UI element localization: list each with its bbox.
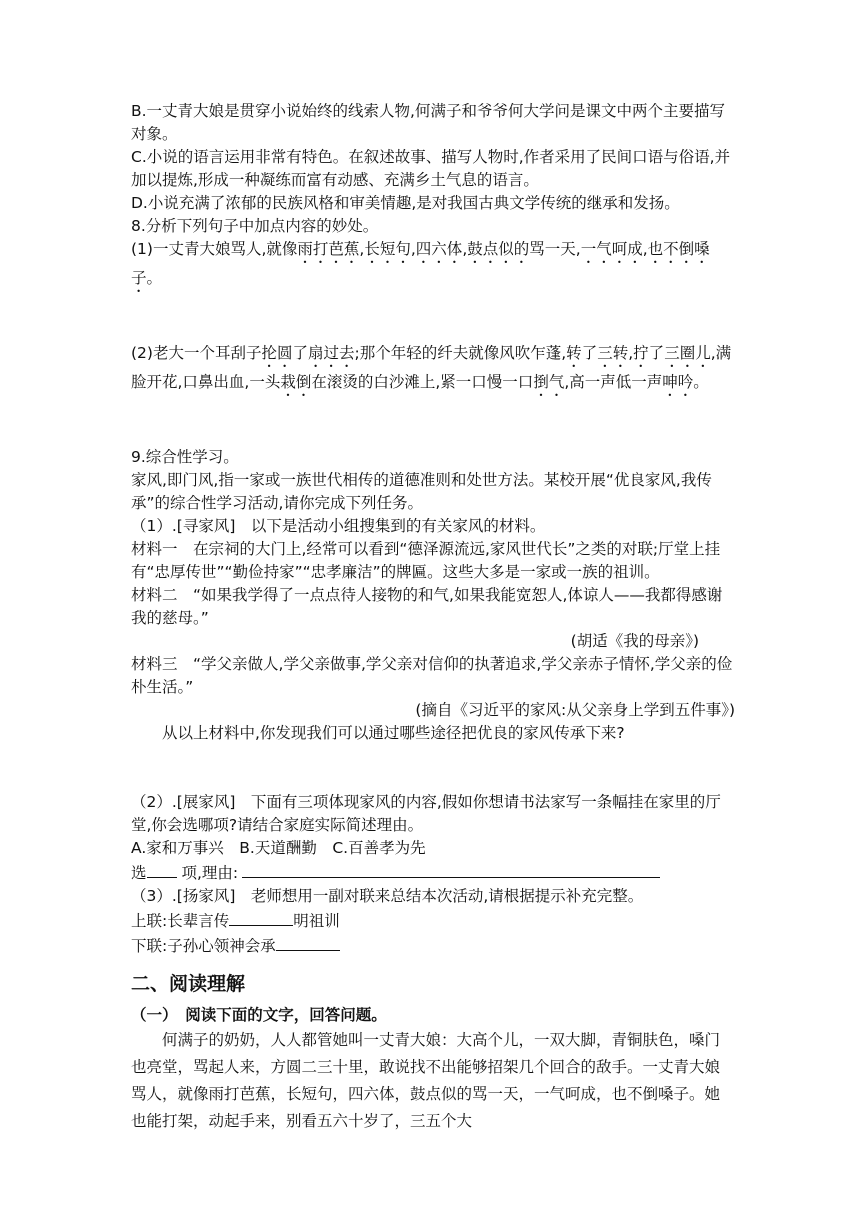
text-run: 选	[131, 864, 147, 882]
dotted-text: 呻吟	[662, 373, 694, 391]
q9-task-2-options: A.家和万事兴 B.天道酬勤 C.百善孝为先	[131, 839, 426, 857]
dotted-text: 雨打芭蕉	[297, 240, 360, 258]
dotted-text: 四六体	[415, 240, 463, 258]
text-run: 了	[292, 344, 308, 362]
q8-sentence-1	[131, 238, 735, 296]
material-3-source: (摘自《习近平的家风:从父亲身上学到五件事》)	[415, 701, 735, 719]
text-run: ,	[410, 240, 416, 258]
material-2-source: (胡适《我的母亲》)	[570, 632, 699, 650]
text-run: ,	[359, 240, 365, 258]
couplet-blank-lower[interactable]	[276, 933, 340, 951]
q9-choice-line	[131, 860, 735, 885]
reason-blank[interactable]	[242, 860, 660, 878]
q7-option-b: B.一丈青大娘是贯穿小说始终的线索人物,何满子和爷爷何大学问是课文中两个主要描写对象。	[131, 102, 725, 143]
couplet-lower	[131, 933, 735, 958]
dotted-text: 转	[566, 344, 582, 362]
text-run: 在滚烫的白沙滩上,紧一口慢一口	[311, 373, 534, 391]
q9-title: 9.综合性学习。	[131, 448, 239, 466]
dotted-text: 拧	[633, 344, 649, 362]
text-run: ,高一声低一声	[564, 373, 663, 391]
choice-blank[interactable]	[147, 860, 177, 878]
q9-task-1: （1）.[寻家风] 以下是活动小组搜集到的有关家风的材料。	[131, 517, 546, 535]
text-run: 项,理由:	[181, 864, 239, 882]
text-run: 上联:长辈言传	[131, 912, 230, 930]
answer-space	[131, 400, 735, 446]
text-run: ,	[628, 344, 634, 362]
text-run: 了	[648, 344, 665, 362]
q9-task-3: （3）.[扬家风] 老师想用一副对联来总结本次活动,请根据提示补充完整。	[131, 887, 644, 905]
text-run: (2)老大一个耳刮子	[131, 344, 262, 362]
text-run: ,	[642, 240, 648, 258]
q9-intro: 家风,即门风,指一家或一族世代相传的道德准则和处世方法。某校开展“优良家风,我传承”的综合性学习活动,请你完成下列任务。	[131, 471, 712, 512]
text-run: ;那个年轻的纤夫就像风吹乍蓬,	[354, 344, 567, 362]
text-run: (1)一丈青大娘骂人,就像	[131, 240, 298, 258]
answer-space	[131, 296, 735, 342]
section-heading: 二、阅读理解	[131, 973, 246, 995]
dotted-text: 也不倒嗓子	[131, 240, 710, 287]
dotted-text: 鼓点似的	[467, 240, 530, 258]
dotted-text: 抡圆	[261, 344, 293, 362]
q9-task-1-question: 从以上材料中,你发现我们可以通过哪些途径把优良的家风传承下来?	[162, 724, 625, 742]
q9-task-2: （2）.[展家风] 下面有三项体现家风的内容,假如你想请书法家写一条幅挂在家里的厅堂,你会选哪项?请结合家庭实际简述理由。	[131, 793, 721, 834]
q8-title: 8.分析下列句子中加点内容的妙处。	[131, 217, 379, 235]
reading-passage: 何满子的奶奶，人人都管她叫一丈青大娘：大高个儿，一双大脚，青铜肤色，嗓门也亮堂，骂起人来，方圆二三十里，敢说找不出能够招架几个回合的敌手。一丈青大娘骂人，就像雨打芭蕉，长短句，四六体，鼓点似的骂一天，一气呵成，也不倒嗓子。她也能打架，动起手来，别看五六十岁了，三五个大	[131, 1031, 721, 1130]
dotted-text: 扇过去	[308, 344, 355, 362]
reading-subheading: （一） 阅读下面的文字，回答问题。	[131, 1006, 387, 1024]
q8-sentence-2	[131, 342, 735, 400]
text-run: 了	[581, 344, 598, 362]
couplet-upper	[131, 908, 735, 933]
text-run: 。	[146, 269, 163, 287]
q7-option-d: D.小说充满了浓郁的民族风格和审美情趣,是对我国古典文学传统的继承和发扬。	[131, 194, 680, 212]
dotted-text: 长短句	[364, 240, 411, 258]
text-run: 。	[693, 373, 709, 391]
material-3: 材料三 “学父亲做人,学父亲做事,学父亲对信仰的执著追求,学父亲赤子情怀,学父亲的俭朴生活。”	[131, 655, 733, 696]
text-run: 骂一天,	[529, 240, 581, 258]
material-2: 材料二 “如果我学得了一点点待人接物的和气,如果我能宽恕人,体谅人——我都得感谢我的慈母。”	[131, 586, 723, 627]
document-page	[131, 100, 735, 1135]
text-run: ,满脸开花,口鼻出血,一头	[131, 344, 732, 391]
text-run: ,	[462, 240, 468, 258]
material-1: 材料一 在宗祠的大门上,经常可以看到“德泽源流远,家风世代长”之类的对联;厅堂上挂有“忠厚传世”“勤俭持家”“忠孝廉洁”的牌匾。这些大多是一家或一族的祖训。	[131, 540, 721, 581]
dotted-text: 三转	[597, 344, 629, 362]
q7-option-c: C.小说的语言运用非常有特色。在叙述故事、描写人物时,作者采用了民间口语与俗语,并加以提炼,形成一种凝练而富有动感、充满乡土气息的语言。	[131, 148, 731, 189]
text-run: 下联:子孙心领神会承	[131, 937, 276, 955]
dotted-text: 栽倒	[280, 373, 312, 391]
answer-space	[131, 745, 735, 791]
couplet-blank-upper[interactable]	[229, 908, 293, 926]
dotted-text: 捯气	[533, 373, 565, 391]
dotted-text: 三圈儿	[664, 344, 711, 362]
dotted-text: 一气呵成	[580, 240, 643, 258]
text-run: 明祖训	[293, 912, 340, 930]
